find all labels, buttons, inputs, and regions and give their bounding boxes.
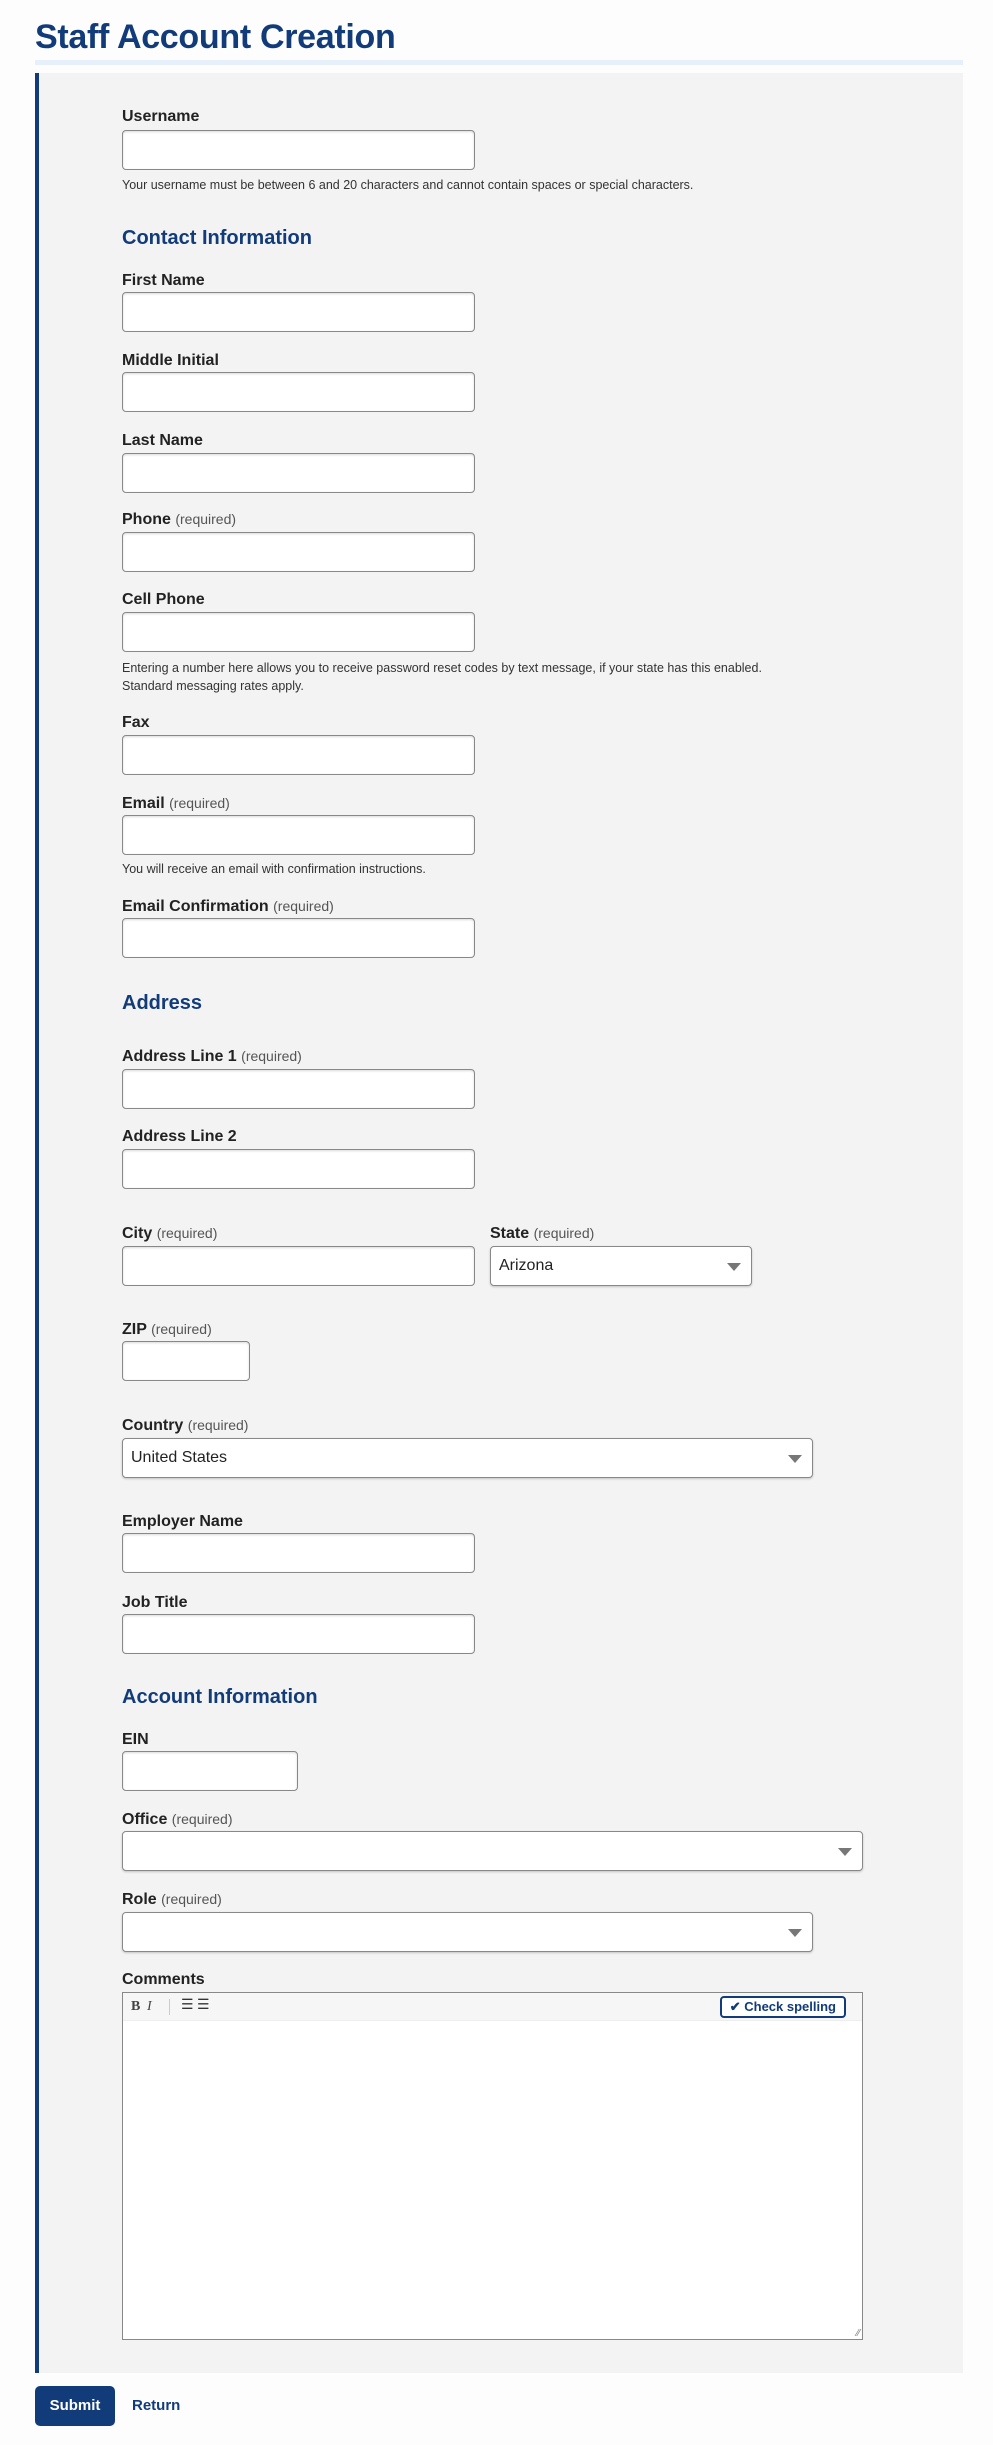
chevron-down-icon xyxy=(788,1455,802,1463)
bold-button[interactable]: B xyxy=(131,1999,141,2014)
address-line2-input[interactable] xyxy=(122,1149,475,1189)
address-line2-label: Address Line 2 xyxy=(122,1128,237,1145)
comments-label: Comments xyxy=(122,1971,205,1988)
email-confirmation-input[interactable] xyxy=(122,918,475,958)
toolbar-divider xyxy=(169,1999,170,2015)
username-label: Username xyxy=(122,108,200,125)
title-divider xyxy=(35,60,963,65)
numbered-list-icon[interactable]: ☰ xyxy=(197,1998,210,2013)
city-input[interactable] xyxy=(122,1246,475,1286)
page-title: Staff Account Creation xyxy=(35,18,396,56)
return-link[interactable]: Return xyxy=(132,2397,181,2414)
job-title-label: Job Title xyxy=(122,1594,188,1611)
ein-label: EIN xyxy=(122,1731,149,1748)
role-label: Role (required) xyxy=(122,1891,222,1908)
employer-name-label: Employer Name xyxy=(122,1513,243,1530)
check-icon: ✔ xyxy=(729,1999,741,2014)
cell-phone-label: Cell Phone xyxy=(122,591,205,608)
fax-label: Fax xyxy=(122,714,150,731)
comments-editor[interactable] xyxy=(122,1992,863,2340)
contact-heading: Contact Information xyxy=(122,227,312,249)
fax-input[interactable] xyxy=(122,735,475,775)
role-select[interactable] xyxy=(122,1912,813,1952)
first-name-label: First Name xyxy=(122,272,205,289)
submit-button[interactable]: Submit xyxy=(35,2386,115,2426)
address-line1-input[interactable] xyxy=(122,1069,475,1109)
email-confirmation-label: Email Confirmation (required) xyxy=(122,898,334,915)
ein-input[interactable] xyxy=(122,1751,298,1791)
address-line1-label: Address Line 1 (required) xyxy=(122,1048,302,1065)
bullet-list-icon[interactable]: ☰ xyxy=(181,1998,194,2013)
phone-label: Phone (required) xyxy=(122,511,237,528)
middle-initial-label: Middle Initial xyxy=(122,352,219,369)
employer-name-input[interactable] xyxy=(122,1533,475,1573)
phone-input[interactable] xyxy=(122,532,475,572)
zip-label: ZIP (required) xyxy=(122,1321,212,1338)
last-name-input[interactable] xyxy=(122,453,475,493)
cell-phone-hint: Entering a number here allows you to receive password reset codes by text message, if your state has this enabled. Standard messaging rates apply. xyxy=(122,661,762,693)
cell-phone-input[interactable] xyxy=(122,612,475,652)
italic-button[interactable]: I xyxy=(147,1999,152,2014)
country-label: Country (required) xyxy=(122,1417,249,1434)
resize-handle-icon[interactable]: ⁄⁄ xyxy=(856,2328,860,2339)
chevron-down-icon xyxy=(727,1263,741,1271)
chevron-down-icon xyxy=(788,1929,802,1937)
address-heading: Address xyxy=(122,992,203,1014)
zip-input[interactable] xyxy=(122,1341,250,1381)
office-label: Office (required) xyxy=(122,1811,233,1828)
username-input[interactable] xyxy=(122,130,475,170)
editor-toolbar xyxy=(123,1993,862,2021)
state-label: State (required) xyxy=(490,1225,595,1242)
state-select[interactable]: Arizona xyxy=(490,1246,752,1286)
job-title-input[interactable] xyxy=(122,1614,475,1654)
first-name-input[interactable] xyxy=(122,292,475,332)
office-select[interactable] xyxy=(122,1831,863,1871)
check-spelling-button[interactable]: ✔ Check spelling xyxy=(720,1996,846,2018)
middle-initial-input[interactable] xyxy=(122,372,475,412)
last-name-label: Last Name xyxy=(122,432,203,449)
email-hint: You will receive an email with confirmation instructions. xyxy=(122,862,426,876)
country-select[interactable]: United States xyxy=(122,1438,813,1478)
email-input[interactable] xyxy=(122,815,475,855)
chevron-down-icon xyxy=(838,1848,852,1856)
account-heading: Account Information xyxy=(122,1686,318,1708)
username-hint: Your username must be between 6 and 20 characters and cannot contain spaces or special characters. xyxy=(122,178,694,192)
city-label: City (required) xyxy=(122,1225,218,1242)
email-label: Email (required) xyxy=(122,795,230,812)
